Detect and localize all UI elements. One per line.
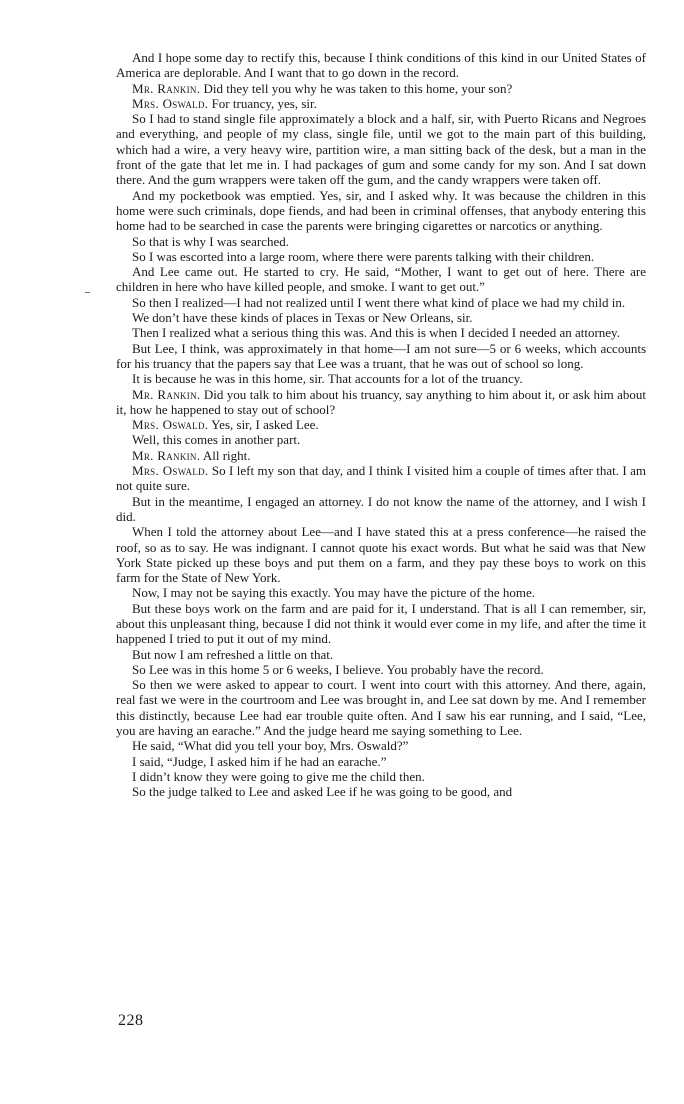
paragraph-text: So Lee was in this home 5 or 6 weeks, I believe. You probably have the record.: [132, 661, 544, 677]
paragraph-text: But now I am refreshed a little on that.: [132, 646, 334, 662]
paragraph: [116, 264, 646, 295]
paragraph: [116, 234, 646, 249]
paragraph: [116, 754, 646, 769]
paragraph: [116, 325, 646, 340]
paragraph-text: And Lee came out. He started to cry. He said, “Mother, I want to get out of here. There are children in here who have killed people, and smoke. I want to get out.”: [116, 264, 646, 295]
paragraph: [116, 784, 646, 799]
paragraph-text: I didn’t know they were going to give me the child then.: [132, 768, 425, 784]
paragraph-text: So the judge talked to Lee and asked Lee if he was going to be good, and: [132, 784, 513, 800]
paragraph: [116, 585, 646, 600]
paragraph: [116, 677, 646, 738]
paragraph: [116, 81, 646, 96]
speaker-label: Mrs. Oswald.: [132, 417, 209, 433]
paragraph: [116, 111, 646, 187]
paragraph-text: He said, “What did you tell your boy, Mrs. Oswald?”: [132, 738, 409, 754]
paragraph: [116, 494, 646, 525]
paragraph: [116, 463, 646, 494]
paragraph-text: When I told the attorney about Lee—and I have stated this at a press conference—he raised the roof, so as to say. He was indignant. I cannot quote his exact words. But what he said was that New York State picked up these boys and put them on a farm, and they pay these boys to work on this farm for the State of New York.: [116, 524, 646, 586]
paragraph-text: All right.: [202, 447, 251, 463]
paragraph: [116, 188, 646, 234]
paragraph-text: We don’t have these kinds of places in Texas or New Orleans, sir.: [132, 310, 473, 326]
paragraph-text: But Lee, I think, was approximately in that home—I am not sure—5 or 6 weeks, which accounts for his truancy that the papers say that Lee was a truant, that he was out of school so long.: [116, 340, 646, 371]
paragraph: [116, 769, 646, 784]
paragraph-text: Did you talk to him about his truancy, say anything to him about it, or ask him about it, how he happened to stay out of school?: [116, 386, 647, 417]
paragraph-text: So I had to stand single file approximately a block and a half, sir, with Puerto Ricans and Negroes and everything, and people of my class, single file, until we got to the main part of this building, which had a wire, a very heavy wire, partition wire, a man sitting back of the desk, but a man in the front of the gate that let me in. I had packages of gum and some candy for my son. And I sat down there. And the gum wrappers were taken off the gum, and the candy wrappers were taken off.: [116, 111, 646, 188]
paragraph-text: And my pocketbook was emptied. Yes, sir, and I asked why. It was because the children in this home were such criminals, dope fiends, and had been in criminal offenses, that anybody entering this home had to be searched in case the parents were bringing cigarettes or narcotics or anything.: [116, 187, 646, 234]
paragraph: [116, 417, 646, 432]
paragraph: [116, 341, 646, 372]
margin-mark: [85, 292, 90, 293]
paragraph: [116, 448, 646, 463]
paragraph-text: So then we were asked to appear to court. I went into court with this attorney. And there, again, real fast we were in the courtroom and Lee was brought in, and Lee sat down by me. And I remember this distinctly, because Lee had ear trouble quite often. And I saw his ear running, and I said, “Lee, you are having an earache.” And the judge heard me saying something to Lee.: [116, 677, 646, 739]
paragraph: [116, 647, 646, 662]
speaker-label: Mrs. Oswald.: [132, 95, 209, 111]
paragraph: [116, 50, 646, 81]
paragraph-text: But in the meantime, I engaged an attorney. I do not know the name of the attorney, and I wish I did.: [116, 493, 646, 524]
paragraph: [116, 371, 646, 386]
paragraph: [116, 96, 646, 111]
paragraph: [116, 738, 646, 753]
paragraph: [116, 601, 646, 647]
page-number: 228: [118, 1012, 144, 1029]
speaker-label: Mr. Rankin.: [132, 447, 201, 463]
paragraph-text: So then I realized—I had not realized until I went there what kind of place we had my child in.: [132, 294, 626, 310]
speaker-label: Mrs. Oswald.: [132, 463, 209, 479]
paragraph: [116, 387, 646, 418]
paragraph: [116, 310, 646, 325]
paragraph: [116, 662, 646, 677]
paragraph-text: Did they tell you why he was taken to this home, your son?: [203, 80, 513, 96]
paragraph-text: For truancy, yes, sir.: [211, 95, 317, 111]
paragraph-text: So that is why I was searched.: [132, 233, 290, 249]
paragraph-text: Well, this comes in another part.: [132, 432, 301, 448]
paragraph-text: And I hope some day to rectify this, because I think conditions of this kind in our United States of America are deplorable. And I want that to go down in the record.: [116, 50, 646, 81]
paragraph-text: Yes, sir, I asked Lee.: [211, 417, 319, 433]
document-body: [116, 50, 646, 800]
paragraph-text: Now, I may not be saying this exactly. You may have the picture of the home.: [132, 585, 536, 601]
speaker-label: Mr. Rankin.: [132, 80, 201, 96]
paragraph: [116, 432, 646, 447]
paragraph-text: But these boys work on the farm and are paid for it, I understand. That is all I can remember, sir, about this unpleasant thing, because I did not think it would ever come in my life, and after the time it happened I tried to put it out of my mind.: [116, 600, 646, 647]
paragraph-text: So I was escorted into a large room, where there were parents talking with their children.: [132, 248, 595, 264]
paragraph-text: I said, “Judge, I asked him if he had an earache.”: [132, 753, 387, 769]
paragraph-text: It is because he was in this home, sir. That accounts for a lot of the truancy.: [132, 371, 523, 387]
paragraph-text: Then I realized what a serious thing this was. And this is when I decided I needed an attorney.: [132, 325, 620, 341]
paragraph: [116, 249, 646, 264]
speaker-label: Mr. Rankin.: [132, 386, 201, 402]
paragraph: [116, 295, 646, 310]
paragraph: [116, 524, 646, 585]
paragraph-text: So I left my son that day, and I think I visited him a couple of times after that. I am not quite sure.: [116, 463, 647, 494]
